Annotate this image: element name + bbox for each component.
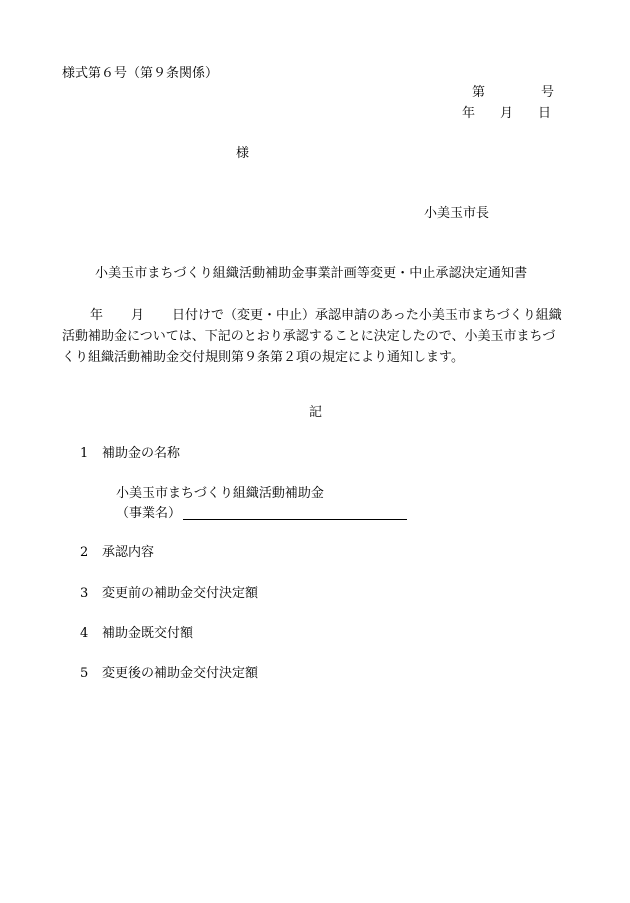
- list-item: [80, 627, 193, 640]
- body-line-1-rest: 日付けで（変更・中止）承認申請のあった小美玉市まちづくり組織: [172, 308, 562, 323]
- body-line-1: [62, 305, 562, 326]
- document-number: [472, 86, 554, 99]
- form-label: 様式第６号（第９条関係）: [62, 66, 219, 81]
- body-line-2: 活動補助金については、下記のとおり承認することに決定したので、小美玉市まちづ: [62, 329, 556, 344]
- document-title: 小美玉市まちづくり組織活動補助金事業計画等変更・中止承認決定通知書: [95, 266, 528, 281]
- list-item: [80, 587, 258, 600]
- document-date: [462, 107, 551, 120]
- number-prefix: 第: [472, 85, 486, 100]
- record-heading: 記: [309, 405, 323, 420]
- body-month: 月: [131, 308, 145, 323]
- item-number: 5: [80, 666, 89, 681]
- item-label: 補助金既交付額: [102, 626, 194, 641]
- item-number: 2: [80, 545, 89, 560]
- project-name-row: [116, 507, 407, 520]
- list-item: [80, 546, 154, 559]
- project-name-blank[interactable]: [183, 508, 407, 520]
- date-year: 年: [462, 106, 476, 121]
- list-item: [80, 447, 180, 460]
- body-paragraph: [62, 305, 562, 368]
- item-label: 変更前の補助金交付決定額: [102, 586, 259, 601]
- body-line-3: くり組織活動補助金交付規則第９条第２項の規定により通知します。: [62, 350, 464, 365]
- item-label: 補助金の名称: [102, 446, 181, 461]
- project-label: （事業名）: [116, 506, 182, 521]
- item-number: 4: [80, 626, 89, 641]
- body-year: 年: [90, 308, 104, 323]
- item-label: 変更後の補助金交付決定額: [102, 666, 259, 681]
- date-day: 日: [538, 106, 552, 121]
- addressee: 様: [236, 146, 250, 161]
- list-item: [80, 667, 258, 680]
- number-suffix: 号: [541, 85, 555, 100]
- item-number: 1: [80, 446, 89, 461]
- subsidy-name: 小美玉市まちづくり組織活動補助金: [116, 486, 324, 501]
- item-number: 3: [80, 586, 89, 601]
- date-month: 月: [500, 106, 514, 121]
- item-label: 承認内容: [102, 545, 155, 560]
- issuer: 小美玉市長: [424, 206, 490, 221]
